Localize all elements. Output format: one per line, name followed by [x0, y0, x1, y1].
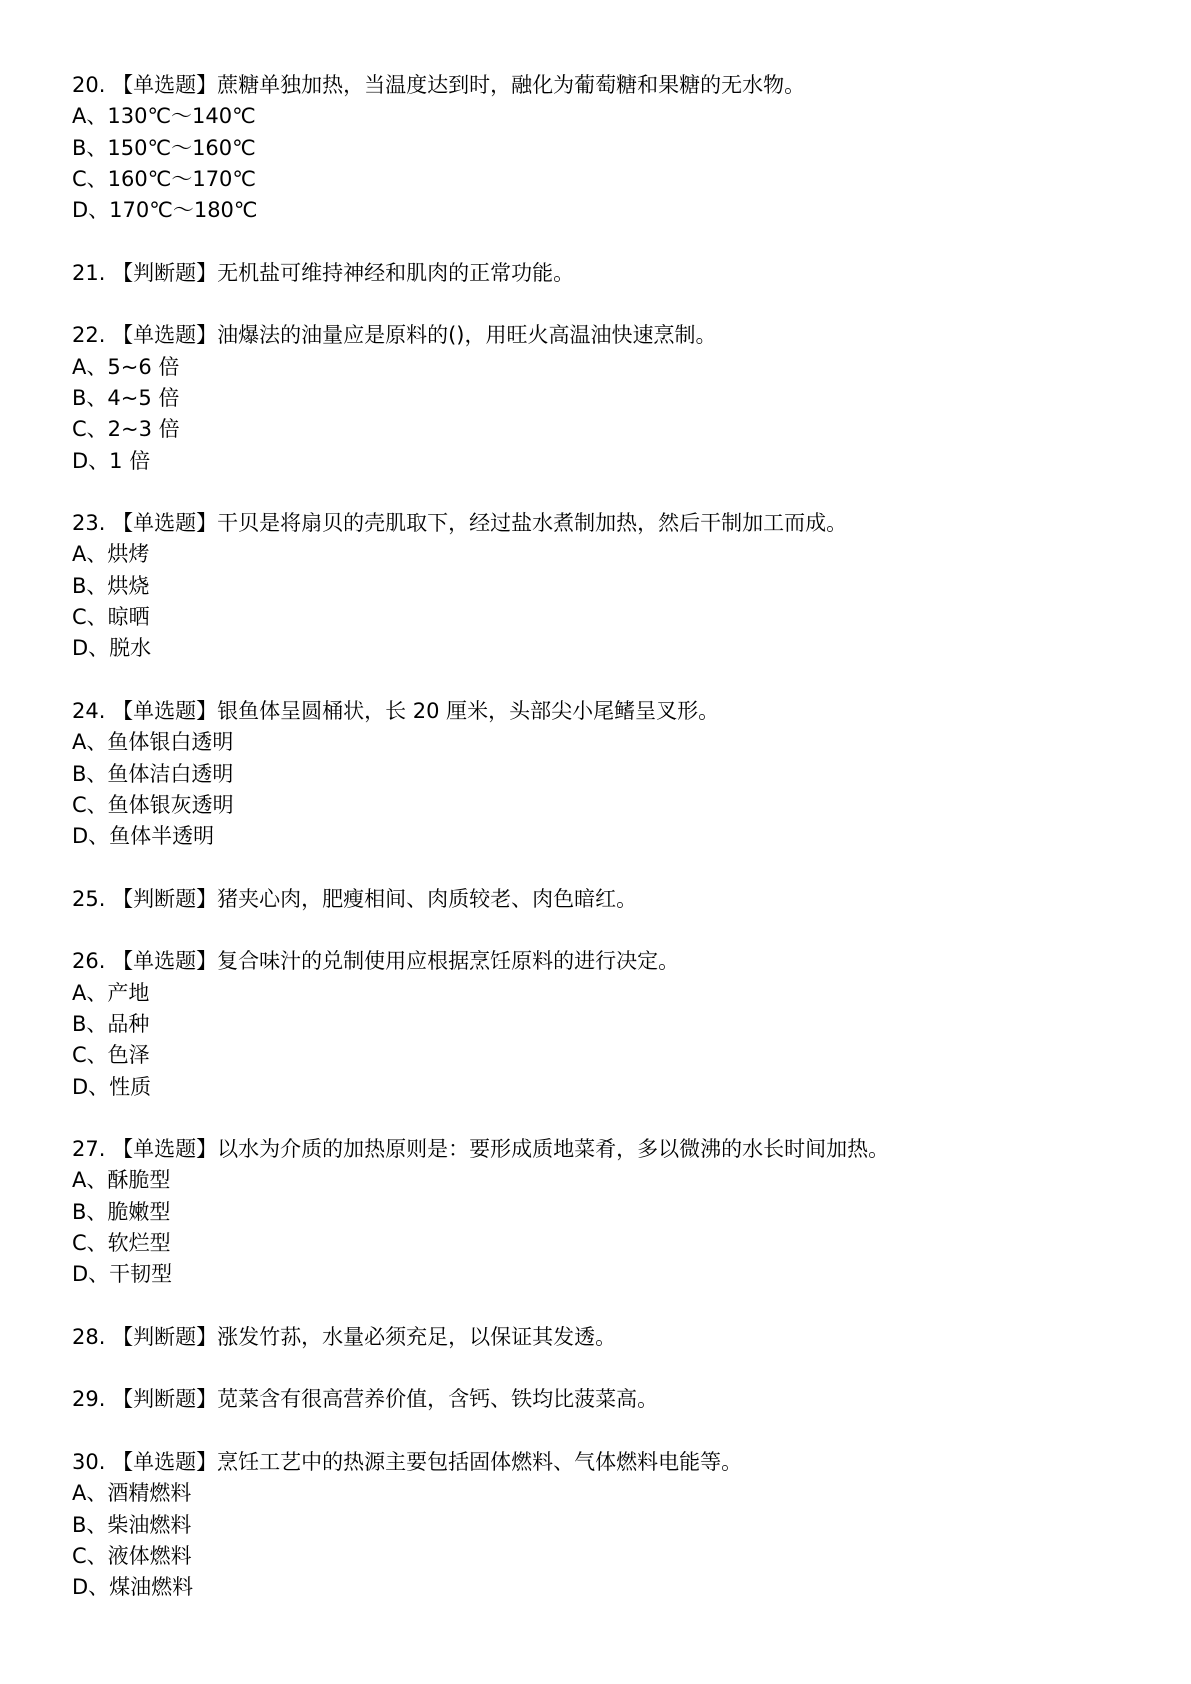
question-spacer: [72, 226, 1152, 257]
answer-option: A、130℃～140℃: [72, 104, 256, 129]
question-type: 【判断题】: [112, 1387, 218, 1412]
question-number: 20.: [72, 73, 106, 97]
question-type: 【单选题】: [112, 511, 218, 536]
question-text: 以水为介质的加热原则是：要形成质地菜肴，多以微沸的水长时间加热。: [217, 1137, 890, 1162]
answer-option: B、品种: [72, 1011, 150, 1036]
answer-option: C、160℃～170℃: [72, 166, 256, 191]
answer-option: A、酥脆型: [72, 1168, 171, 1193]
question-spacer: [72, 915, 1152, 946]
question-spacer: [72, 289, 1152, 320]
question-block: [72, 884, 1152, 947]
question-stem: [72, 320, 1152, 351]
answer-option: D、脱水: [72, 636, 152, 661]
question-stem: [72, 508, 1152, 539]
question-stem: [72, 70, 1152, 101]
answer-option: C、色泽: [72, 1043, 150, 1068]
answer-option: D、鱼体半透明: [72, 824, 215, 849]
question-text: 蔗糖单独加热，当温度达到时，融化为葡萄糖和果糖的无水物。: [217, 73, 806, 97]
question-spacer: [72, 1103, 1152, 1134]
answer-option: A、产地: [72, 980, 150, 1005]
question-type: 【单选题】: [112, 323, 218, 348]
question-stem: [72, 1322, 1152, 1353]
question-stem: [72, 1134, 1152, 1165]
question-spacer: [72, 852, 1152, 883]
question-number: 22.: [72, 323, 106, 348]
question-text: 猪夹心肉，肥瘦相间、肉质较老、肉色暗红。: [217, 886, 638, 911]
question-block: [72, 320, 1152, 508]
answer-option: C、软烂型: [72, 1230, 171, 1255]
question-spacer: [72, 1353, 1152, 1384]
question-type: 【单选题】: [112, 1137, 218, 1162]
answer-option: C、鱼体银灰透明: [72, 792, 234, 817]
answer-option: D、170℃～180℃: [72, 198, 258, 223]
question-text: 无机盐可维持神经和肌肉的正常功能。: [217, 260, 575, 285]
answer-option: D、1 倍: [72, 448, 151, 473]
question-block: [72, 1447, 1152, 1603]
answer-option: D、煤油燃料: [72, 1575, 194, 1600]
question-text: 油爆法的油量应是原料的()，用旺火高温油快速烹制。: [217, 323, 717, 348]
question-number: 26.: [72, 949, 106, 974]
question-number: 21.: [72, 260, 106, 285]
question-spacer: [72, 1416, 1152, 1447]
answer-option: A、烘烤: [72, 542, 150, 567]
question-text: 苋菜含有很高营养价值，含钙、铁均比菠菜高。: [217, 1387, 659, 1412]
question-type: 【判断题】: [112, 260, 218, 285]
question-block: [72, 696, 1152, 884]
question-block: [72, 508, 1152, 696]
question-number: 27.: [72, 1137, 106, 1162]
question-stem: [72, 946, 1152, 977]
question-number: 23.: [72, 511, 106, 536]
question-number: 24.: [72, 698, 106, 723]
question-number: 25.: [72, 886, 106, 911]
question-number: 29.: [72, 1387, 106, 1412]
question-type: 【判断题】: [112, 1324, 218, 1349]
question-spacer: [72, 477, 1152, 508]
question-text: 复合味汁的兑制使用应根据烹饪原料的进行决定。: [217, 949, 680, 974]
question-spacer: [72, 1291, 1152, 1322]
question-block: [72, 258, 1152, 321]
question-type: 【单选题】: [112, 698, 218, 723]
question-block: [72, 946, 1152, 1134]
question-list: [72, 70, 1152, 1604]
answer-option: C、2~3 倍: [72, 417, 180, 442]
question-stem: [72, 1447, 1152, 1478]
question-number: 28.: [72, 1324, 106, 1349]
question-number: 30.: [72, 1450, 106, 1475]
answer-option: D、干韧型: [72, 1262, 173, 1287]
question-text: 银鱼体呈圆桶状，长 20 厘米，头部尖小尾鳍呈叉形。: [217, 698, 720, 723]
answer-option: C、晾晒: [72, 605, 150, 630]
question-type: 【单选题】: [112, 949, 218, 974]
answer-option: B、脆嫩型: [72, 1199, 171, 1224]
answer-option: B、4~5 倍: [72, 385, 180, 410]
answer-option: A、酒精燃料: [72, 1481, 192, 1506]
answer-option: B、鱼体洁白透明: [72, 761, 234, 786]
answer-option: B、150℃～160℃: [72, 135, 256, 160]
question-type: 【单选题】: [112, 73, 218, 97]
question-block: [72, 1384, 1152, 1447]
question-text: 涨发竹荪，水量必须充足，以保证其发透。: [217, 1324, 617, 1349]
question-text: 干贝是将扇贝的壳肌取下，经过盐水煮制加热，然后干制加工而成。: [217, 511, 848, 536]
answer-option: D、性质: [72, 1074, 152, 1099]
question-type: 【判断题】: [112, 886, 218, 911]
question-type: 【单选题】: [112, 1450, 218, 1475]
question-block: [72, 70, 1152, 258]
question-block: [72, 1134, 1152, 1322]
question-text: 烹饪工艺中的热源主要包括固体燃料、气体燃料电能等。: [217, 1450, 743, 1475]
question-block: [72, 1322, 1152, 1385]
answer-option: B、柴油燃料: [72, 1512, 192, 1537]
answer-option: A、鱼体银白透明: [72, 730, 234, 755]
question-stem: [72, 258, 1152, 289]
question-spacer: [72, 665, 1152, 696]
answer-option: C、液体燃料: [72, 1543, 192, 1568]
question-stem: [72, 696, 1152, 727]
question-stem: [72, 1384, 1152, 1415]
answer-option: B、烘烧: [72, 573, 150, 598]
question-stem: [72, 884, 1152, 915]
answer-option: A、5~6 倍: [72, 354, 180, 379]
